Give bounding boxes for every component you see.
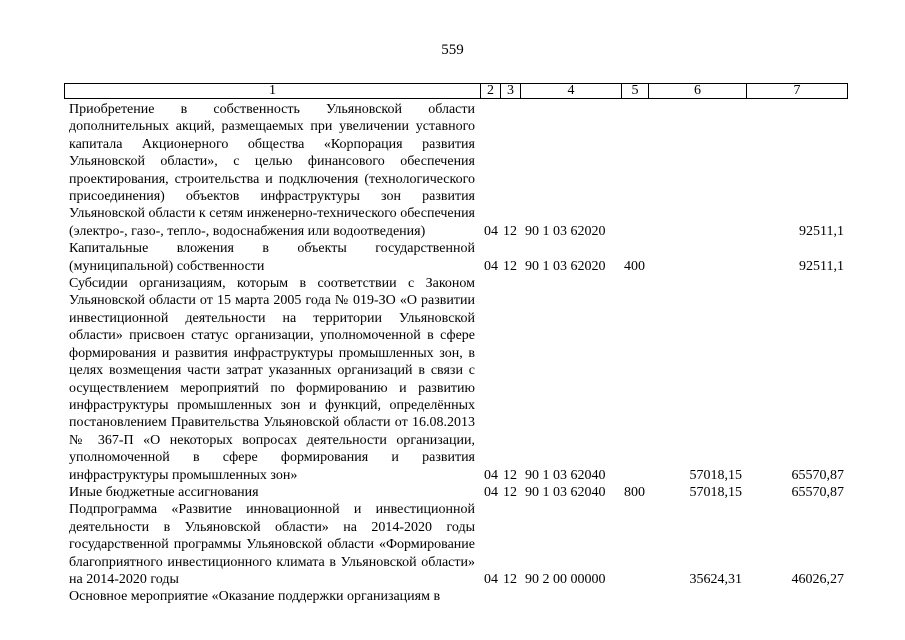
row-amount-2: 46026,27 [791,571,844,587]
row-subsection: 12 [503,571,517,587]
row-subsection: 12 [503,484,517,500]
header-col-4: 4 [521,84,622,98]
row-section: 04 [484,484,498,500]
row-target-article: 90 1 03 62020 [525,258,606,274]
row-section: 04 [484,258,498,274]
header-col-1: 1 [65,84,481,98]
row-target-article: 90 1 03 62020 [525,223,606,239]
row-amount-2: 92511,1 [799,223,844,239]
header-col-3: 3 [501,84,521,98]
row-description: Иные бюджетные ассигнования [69,484,259,500]
header-col-2: 2 [481,84,501,98]
row-subsection: 12 [503,467,517,483]
row-subsection: 12 [503,258,517,274]
row-amount-2: 92511,1 [799,258,844,274]
row-section: 04 [484,467,498,483]
table-row [64,588,848,605]
page-number: 559 [441,42,464,58]
row-amount-2: 65570,87 [791,467,844,483]
table-row [64,484,848,501]
table-row [64,101,848,240]
row-target-article: 90 2 00 00000 [525,571,606,587]
row-target-article: 90 1 03 62040 [525,484,606,500]
table-row [64,275,848,484]
row-target-article: 90 1 03 62040 [525,467,606,483]
row-description: Приобретение в собственность Ульяновской области дополнительных акций, размещаемых при увеличении уставного капитала Акционерного общества «Корпорация развития Ульяновской области», с целью финансового обеспечения проектирования, строительства и подключения (технологического присоединения) объектов инфраструктуры зон развития Ульяновской области к сетям инженерно-технического обеспечения (электро-, газо-, тепло-, водоснабжения или водоотведения) [69,102,475,239]
row-amount-1: 35624,31 [689,571,742,587]
row-amount-2: 65570,87 [791,484,844,500]
row-amount-1: 57018,15 [689,467,742,483]
row-subsection: 12 [503,223,517,239]
row-description: Субсидии организациям, которым в соответствии с Законом Ульяновской области от 15 марта 2005 года № 019-ЗО «О развитии инвестиционной деятельности на территории Ульяновской области» присвоен статус организации, уполномоченной в сфере формирования и развития инфраструктуры промышленных зон, в целях возмещения части затрат указанных организаций в связи с осуществлением мероприятий по формированию и развитию инфраструктуры промышленных зон и функций, определённых постановлением Правительства Ульяновской области от 16.08.2013 № 367-П «О некоторых вопросах деятельности организации, уполномоченной в сфере формирования и развития инфраструктуры промышленных зон» [69,276,475,483]
row-section: 04 [484,223,498,239]
row-amount-1: 57018,15 [689,484,742,500]
header-col-7: 7 [793,83,801,98]
table-header [64,83,848,99]
row-description: Капитальные вложения в объекты государственной (муниципальной) собственности [69,241,475,274]
row-section: 04 [484,571,498,587]
row-expense-type: 400 [624,258,645,274]
table-body [64,101,848,606]
row-description: Основное мероприятие «Оказание поддержки организациям в [69,589,441,605]
table-row [64,240,848,275]
header-col-5: 5 [622,84,649,98]
header-col-6: 6 [649,84,747,98]
table-row [64,501,848,588]
row-description: Подпрограмма «Развитие инновационной и инвестиционной деятельности в Ульяновской области» на 2014-2020 годы государственной программы Ульяновской области «Формирование благоприятного инвестиционного климата в Ульяновской области» на 2014-2020 годы [69,502,475,587]
row-expense-type: 800 [624,484,645,500]
